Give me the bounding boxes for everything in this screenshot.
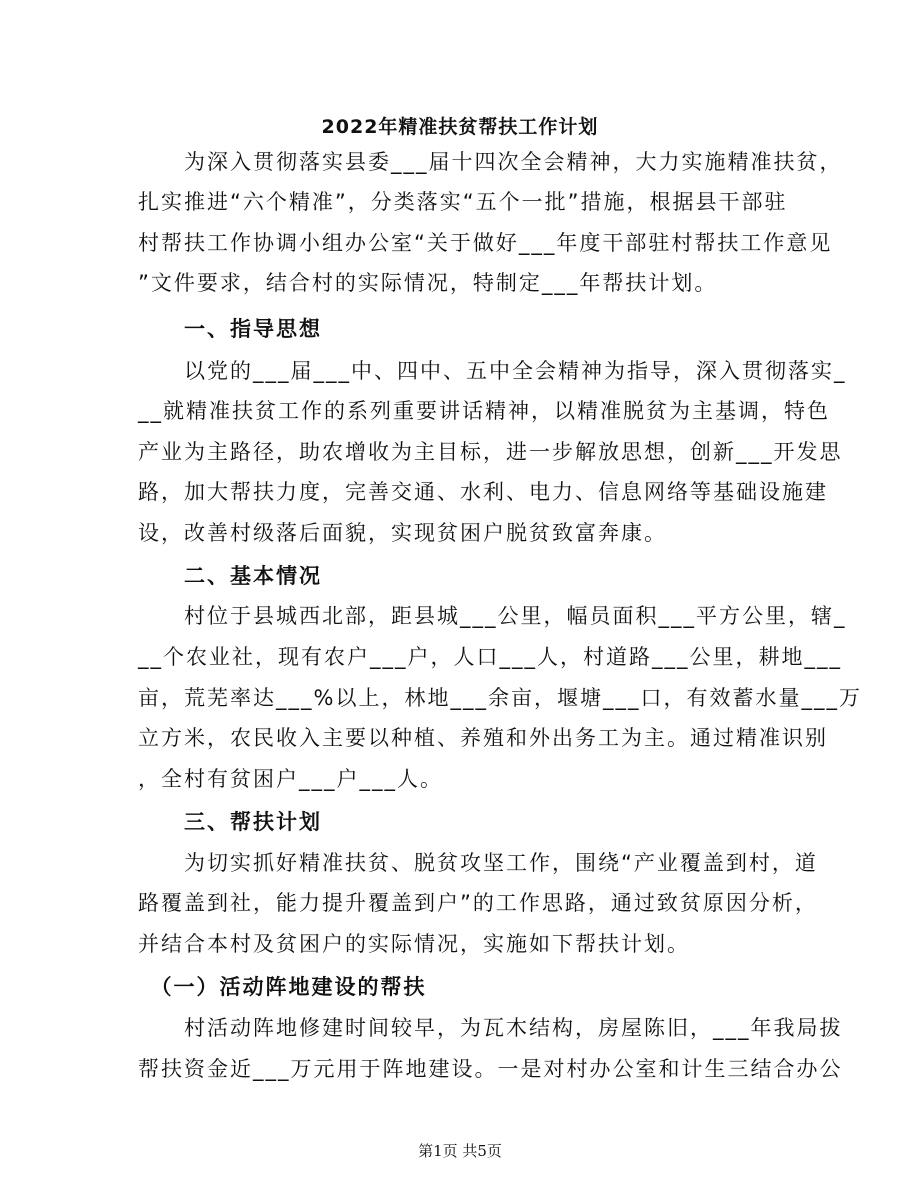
paragraph-line: 帮扶资金近___万元用于阵地建设。一是对村办公室和计生三结合办公: [138, 1057, 843, 1081]
paragraph-line: 产业为主路径，助农增收为主目标，进一步解放思想，创新___开发思: [138, 440, 843, 464]
paragraph-line: __个农业社，现有农户___户，人口___人，村道路___公里，耕地___: [138, 645, 842, 669]
subsection-heading: （一）活动阵地建设的帮扶: [138, 975, 427, 999]
paragraph-line: 村位于县城西北部，距县城___公里，幅员面积___平方公里，辖_: [138, 604, 847, 628]
paragraph-line: 亩，荒芜率达___%以上，林地___余亩，堰塘___口，有效蓄水量___万: [138, 686, 862, 710]
paragraph-line: ”文件要求，结合村的实际情况，特制定___年帮扶计划。: [138, 271, 718, 295]
paragraph-line: 路覆盖到社，能力提升覆盖到户”的工作思路，通过致贫原因分析，: [138, 891, 818, 915]
paragraph-line: 扎实推进“六个精准”，分类落实“五个一批”措施，根据县干部驻: [138, 190, 788, 214]
section-heading: 二、基本情况: [138, 564, 322, 588]
paragraph-line: __就精准扶贫工作的系列重要讲话精神，以精准脱贫为主基调，特色: [138, 399, 830, 423]
paragraph-line: ，全村有贫困户___户___人。: [138, 767, 443, 791]
paragraph-line: 立方米，农民收入主要以种植、养殖和外出务工为主。通过精准识别: [138, 726, 828, 750]
paragraph-line: 村活动阵地修建时间较早，为瓦木结构，房屋陈旧，___年我局拔: [138, 1016, 843, 1040]
paragraph-line: 并结合本村及贫困户的实际情况，实施如下帮扶计划。: [138, 932, 690, 956]
paragraph-line: 为深入贯彻落实县委___届十四次全会精神，大力实施精准扶贫，: [138, 150, 843, 174]
document-title: 2022年精准扶贫帮扶工作计划: [321, 116, 599, 138]
section-heading: 三、帮扶计划: [138, 810, 322, 834]
section-heading: 一、指导思想: [138, 317, 322, 341]
page-number: 第1页 共5页: [418, 1142, 502, 1160]
paragraph-line: 路，加大帮扶力度，完善交通、水利、电力、信息网络等基础设施建: [138, 480, 828, 504]
paragraph-line: 村帮扶工作协调小组办公室“关于做好___年度干部驻村帮扶工作意见: [138, 231, 833, 255]
paragraph-line: 以党的___届___中、四中、五中全会精神为指导，深入贯彻落实_: [138, 359, 847, 383]
paragraph-line: 为切实抓好精准扶贫、脱贫攻坚工作，围绕“产业覆盖到村，道: [138, 851, 818, 875]
paragraph-line: 设，改善村级落后面貌，实现贫困户脱贫致富奔康。: [138, 521, 667, 545]
